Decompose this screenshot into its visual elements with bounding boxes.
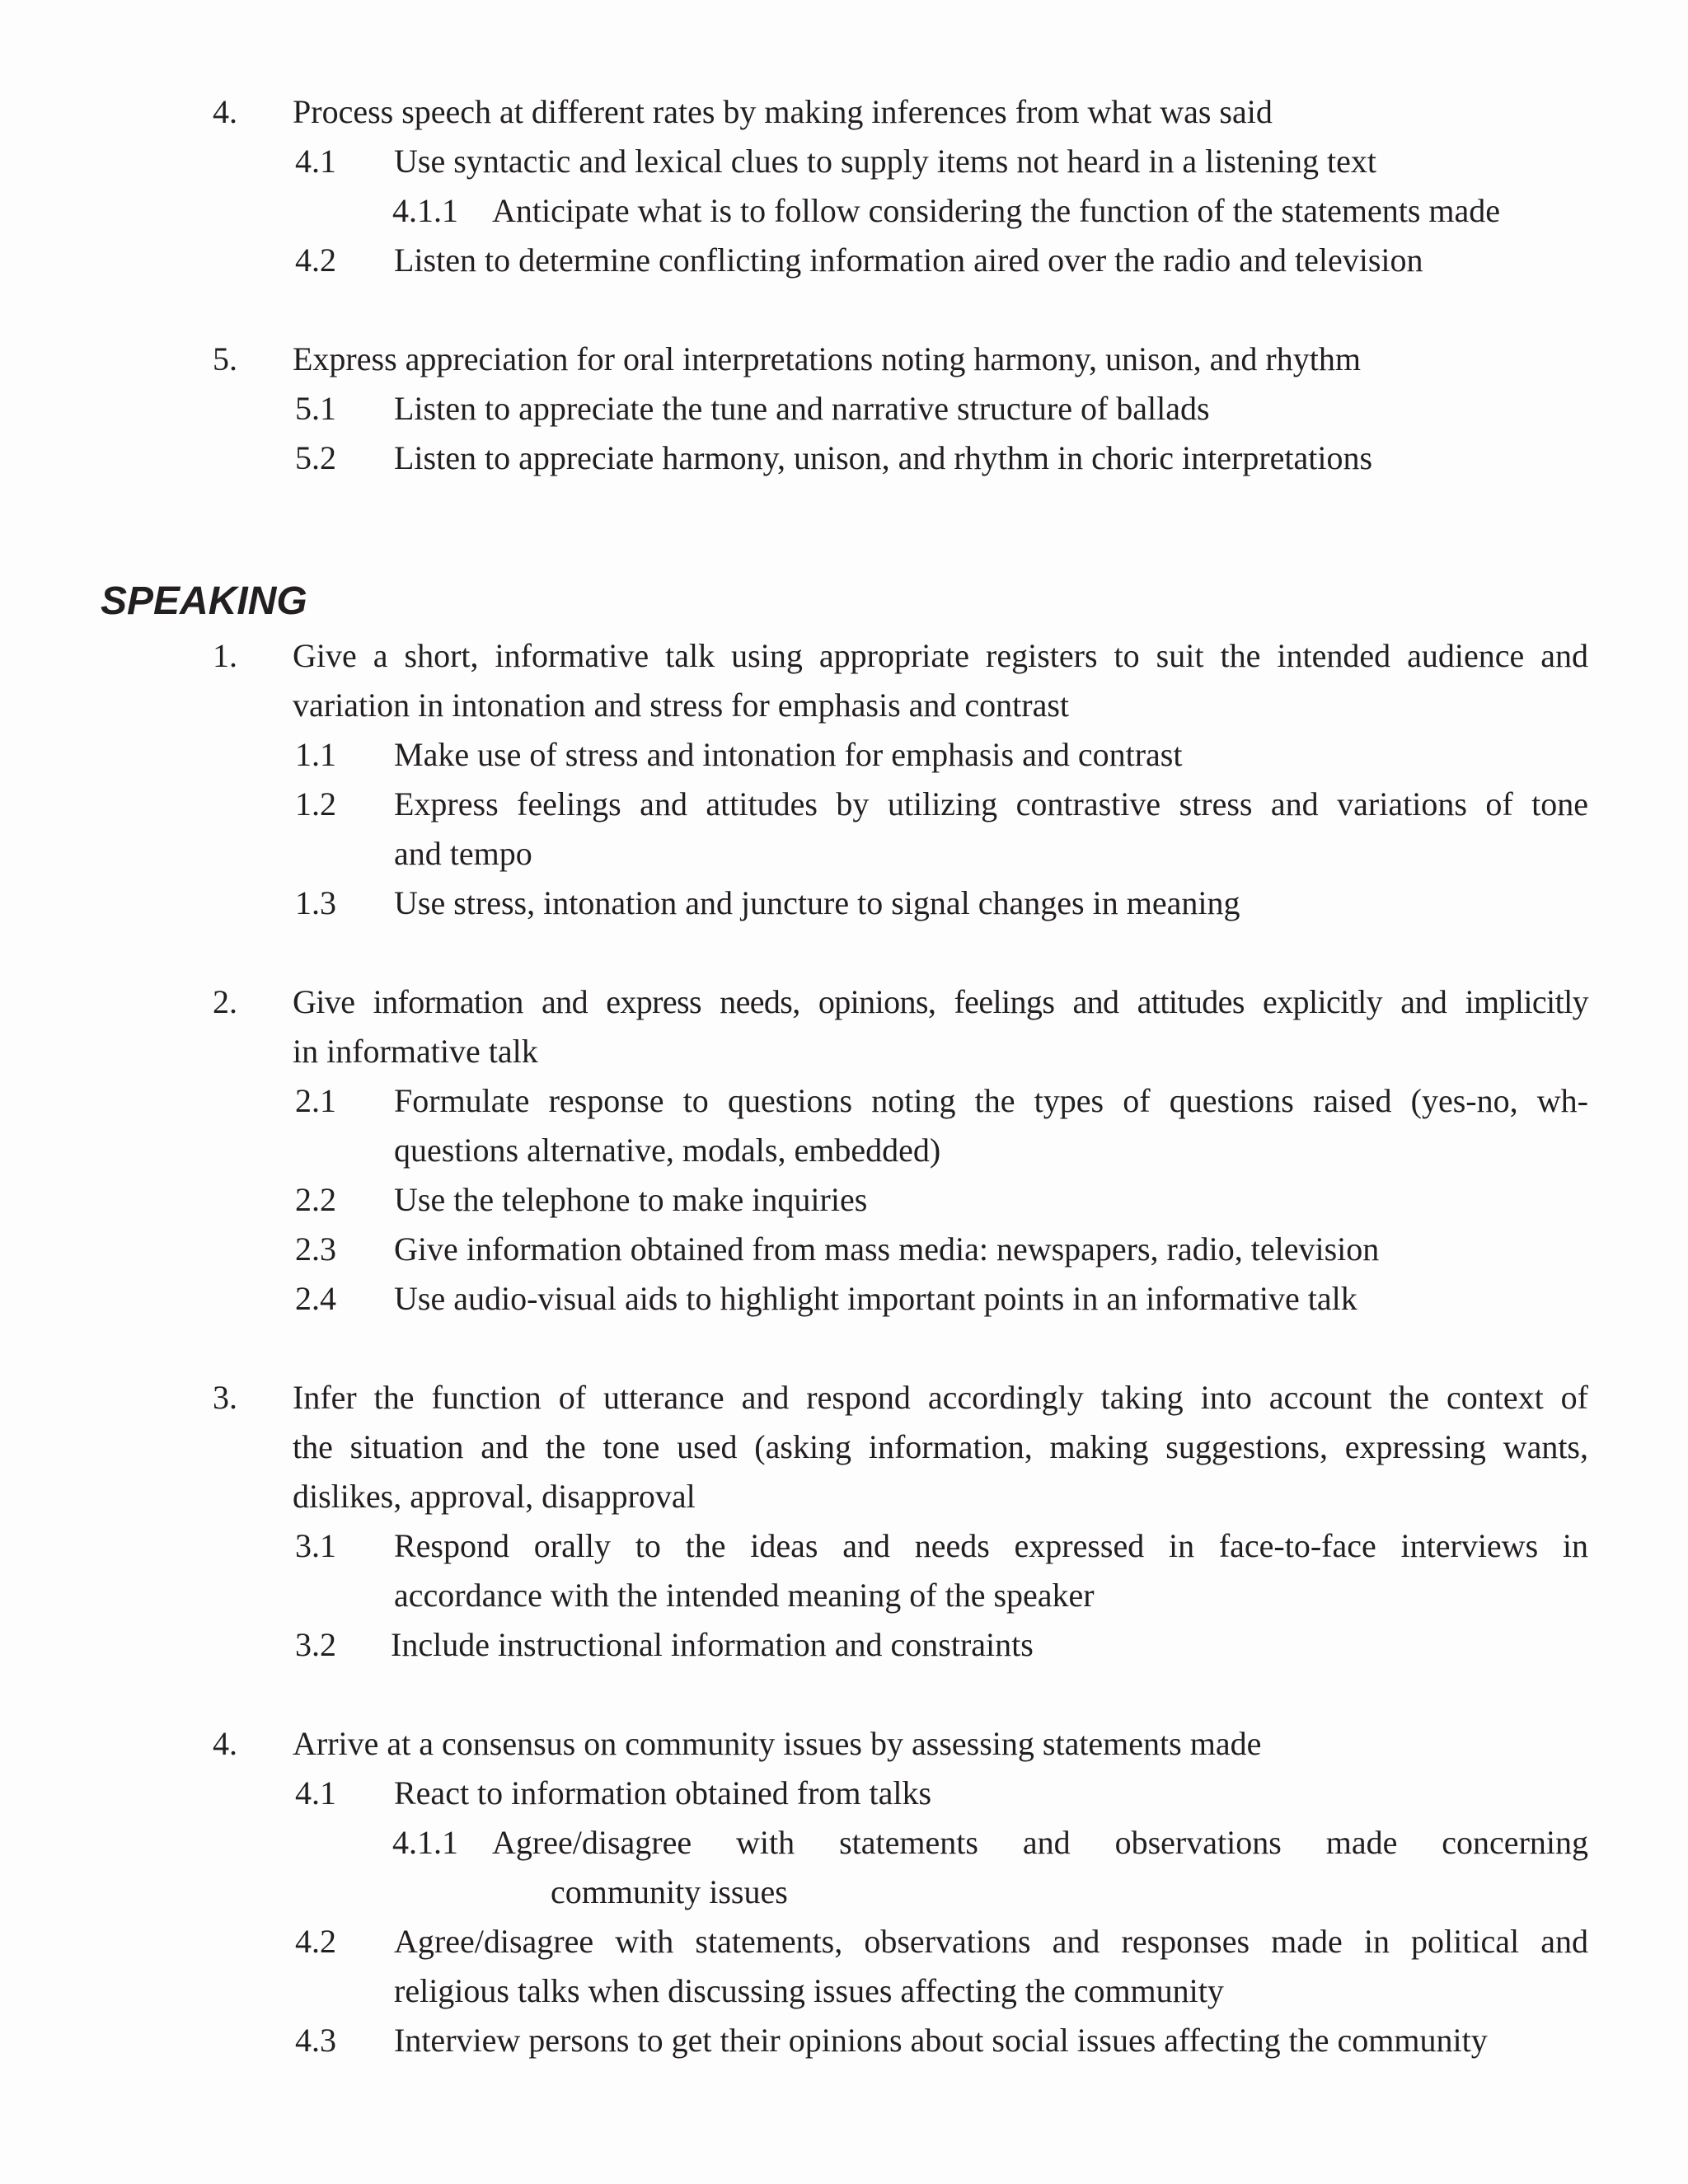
subitem-text-line: accordance with the intended meaning of the speaker [394,1577,1095,1614]
subitem-number: 1.2 [295,785,336,823]
subsubitem-text-line: Agree/disagree with statements and observations made concerning [492,1824,1588,1861]
subitem-number: 4.2 [295,241,336,279]
item-number: 2. [213,983,237,1020]
subitem-number: 2.4 [295,1280,336,1317]
item-text-line: the situation and the tone used (asking information, making suggestions, expressing wants, [293,1428,1588,1465]
item-text: Process speech at different rates by making inferences from what was said [293,93,1273,130]
subitem-text-line: Express feelings and attitudes by utilizing contrastive stress and variations of tone [394,785,1588,823]
item-text: Express appreciation for oral interpretations noting harmony, unison, and rhythm [293,340,1361,377]
item-text-line: dislikes, approval, disapproval [293,1478,696,1515]
subitem-number: 4.1 [295,1774,336,1811]
subitem-number: 2.3 [295,1230,336,1268]
subitem-number: 5.1 [295,390,336,427]
subitem-text: Use the telephone to make inquiries [394,1181,868,1218]
subitem-text: Use audio-visual aids to highlight important points in an informative talk [394,1280,1357,1317]
item-text: Arrive at a consensus on community issues by assessing statements made [293,1725,1262,1762]
subitem-text: Include instructional information and constraints [391,1626,1034,1663]
subitem-text: Listen to determine conflicting information aired over the radio and television [394,241,1423,279]
subsubitem-number: 4.1.1 [392,1824,458,1861]
subitem-number: 4.2 [295,1923,336,1960]
item-text-line: Infer the function of utterance and respond accordingly taking into account the context of [293,1379,1588,1416]
subitem-text: Give information obtained from mass media: newspapers, radio, television [394,1230,1380,1268]
subitem-text-line: Respond orally to the ideas and needs expressed in face-to-face interviews in [394,1527,1588,1564]
subitem-number: 2.2 [295,1181,336,1218]
subitem-text-line: Formulate response to questions noting the types of questions raised (yes-no, wh- [394,1082,1588,1119]
subitem-number: 4.3 [295,2022,336,2059]
subitem-number: 4.1 [295,143,336,180]
subitem-text: Use syntactic and lexical clues to supply items not heard in a listening text [394,143,1376,180]
subitem-text-line: religious talks when discussing issues affecting the community [394,1972,1224,2009]
item-text-line: Give information and express needs, opinions, feelings and attitudes explicitly and implicitly [293,983,1588,1020]
subitem-text: Listen to appreciate harmony, unison, and rhythm in choric interpretations [394,439,1373,476]
subitem-text: Listen to appreciate the tune and narrative structure of ballads [394,390,1210,427]
item-number: 5. [213,340,237,377]
subitem-text: React to information obtained from talks [394,1774,932,1811]
item-number: 4. [213,93,237,130]
subitem-number: 1.3 [295,884,336,921]
item-number: 3. [213,1379,237,1416]
subitem-text: Interview persons to get their opinions about social issues affecting the community [394,2022,1488,2059]
subitem-number: 3.2 [295,1626,336,1663]
subsubitem-text: Anticipate what is to follow considering the function of the statements made [492,192,1501,229]
subitem-text-line: questions alternative, modals, embedded) [394,1132,941,1169]
item-text-line: in informative talk [293,1033,538,1070]
item-text-line: variation in intonation and stress for emphasis and contrast [293,687,1070,724]
subitem-text-line: and tempo [394,835,532,872]
item-number: 4. [213,1725,237,1762]
subitem-text: Use stress, intonation and juncture to signal changes in meaning [394,884,1240,921]
subsubitem-text-line: community issues [551,1873,788,1910]
section-heading: SPEAKING [101,579,307,623]
subitem-text-line: Agree/disagree with statements, observations and responses made in political and [394,1923,1588,1960]
subitem-number: 5.2 [295,439,336,476]
subsubitem-number: 4.1.1 [392,192,458,229]
item-number: 1. [213,637,237,674]
subitem-number: 3.1 [295,1527,336,1564]
subitem-number: 2.1 [295,1082,336,1119]
subitem-number: 1.1 [295,736,336,773]
item-text-line: Give a short, informative talk using appropriate registers to suit the intended audience and [293,637,1588,674]
subitem-text: Make use of stress and intonation for emphasis and contrast [394,736,1183,773]
